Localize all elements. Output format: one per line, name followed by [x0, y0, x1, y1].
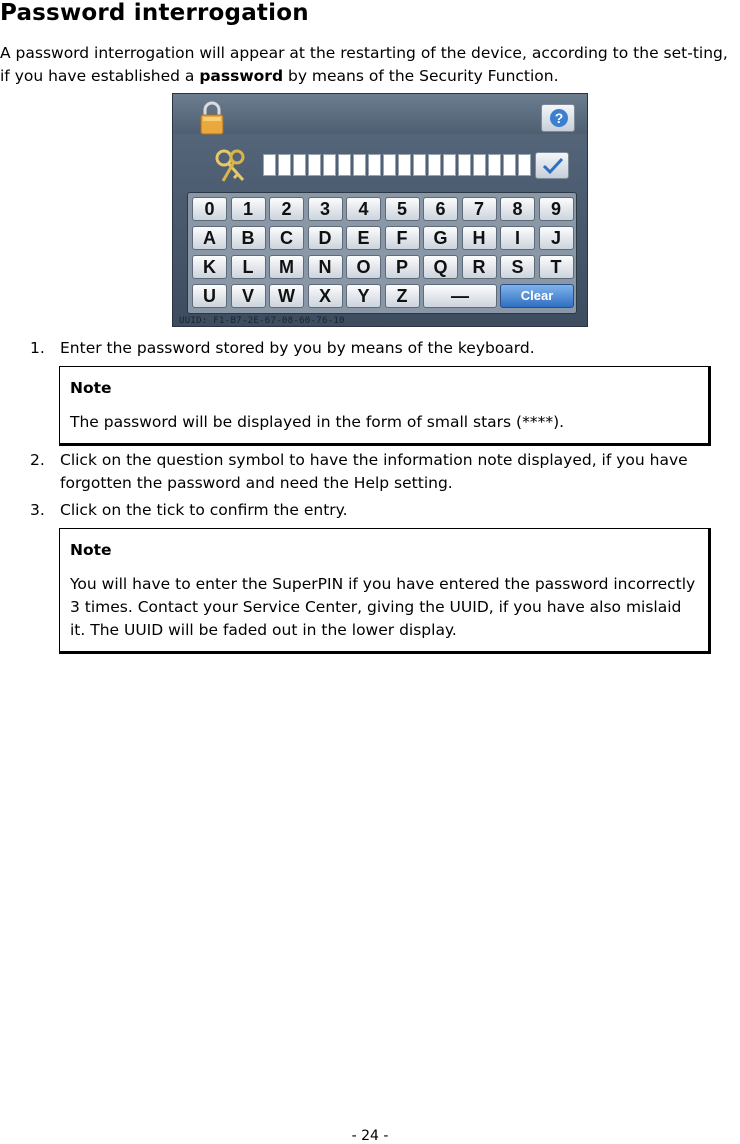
key-p[interactable]: P — [385, 255, 420, 279]
keys-icon — [213, 148, 251, 186]
uuid-readout: UUID: F1-B7-2E-67-08-60-76-10 — [179, 316, 345, 326]
key-o[interactable]: O — [346, 255, 381, 279]
key-q[interactable]: Q — [423, 255, 458, 279]
note-box — [59, 528, 711, 654]
svg-text:?: ? — [554, 110, 564, 126]
key-f[interactable]: F — [385, 226, 420, 250]
intro-bold-password: password — [199, 67, 284, 85]
key-2[interactable]: 2 — [269, 197, 304, 221]
step-number: 2. — [30, 451, 45, 469]
page-number: - 24 - — [351, 1128, 389, 1144]
key-7[interactable]: 7 — [462, 197, 497, 221]
note-text: You will have to enter the SuperPIN if you have entered the password incorrectly 3 times. Contact your Service Center, giving the UUID, if you have also mislaid it. The UUID will be faded out in the lower display. — [70, 575, 696, 639]
note-box — [59, 366, 711, 446]
clear-button[interactable]: Clear — [500, 284, 574, 308]
key-t[interactable]: T — [539, 255, 574, 279]
help-button[interactable] — [541, 104, 575, 132]
key-6[interactable]: 6 — [423, 197, 458, 221]
note-label: Note — [70, 379, 112, 397]
intro-text-before: A password interrogation will appear at the restarting of the device, according to the set-ting, if you have established a — [0, 44, 728, 85]
key-l[interactable]: L — [231, 255, 266, 279]
key-4[interactable]: 4 — [346, 197, 381, 221]
step-text: Click on the tick to confirm the entry. — [60, 501, 348, 519]
step-number: 1. — [30, 339, 45, 357]
key-a[interactable]: A — [192, 226, 227, 250]
key-s[interactable]: S — [500, 255, 535, 279]
password-screen-screenshot — [172, 93, 588, 327]
key-w[interactable]: W — [269, 284, 304, 308]
intro-text-after: by means of the Security Function. — [283, 67, 559, 85]
key-h[interactable]: H — [462, 226, 497, 250]
key-1[interactable]: 1 — [231, 197, 266, 221]
key-k[interactable]: K — [192, 255, 227, 279]
key-e[interactable]: E — [346, 226, 381, 250]
key-g[interactable]: G — [423, 226, 458, 250]
space-key[interactable]: — — [423, 284, 497, 308]
key-v[interactable]: V — [231, 284, 266, 308]
intro-paragraph — [0, 42, 740, 88]
key-y[interactable]: Y — [346, 284, 381, 308]
password-input[interactable] — [263, 154, 531, 176]
page-title: Password interrogation — [0, 0, 309, 26]
key-9[interactable]: 9 — [539, 197, 574, 221]
key-c[interactable]: C — [269, 226, 304, 250]
key-i[interactable]: I — [500, 226, 535, 250]
key-z[interactable]: Z — [385, 284, 420, 308]
key-n[interactable]: N — [308, 255, 343, 279]
step-number: 3. — [30, 501, 45, 519]
key-0[interactable]: 0 — [192, 197, 227, 221]
screen-top-bar — [173, 94, 587, 134]
padlock-icon — [199, 100, 225, 136]
key-r[interactable]: R — [462, 255, 497, 279]
key-u[interactable]: U — [192, 284, 227, 308]
question-icon — [549, 108, 569, 128]
key-b[interactable]: B — [231, 226, 266, 250]
tick-icon — [542, 157, 564, 175]
note-text: The password will be displayed in the form of small stars (****). — [70, 413, 565, 431]
key-d[interactable]: D — [308, 226, 343, 250]
key-5[interactable]: 5 — [385, 197, 420, 221]
key-j[interactable]: J — [539, 226, 574, 250]
key-x[interactable]: X — [308, 284, 343, 308]
onscreen-keyboard — [187, 192, 577, 314]
step-text: Enter the password stored by you by means of the keyboard. — [60, 339, 535, 357]
key-m[interactable]: M — [269, 255, 304, 279]
note-label: Note — [70, 541, 112, 559]
step-text: Click on the question symbol to have the information note displayed, if you have forgotten the password and need the Help setting. — [60, 451, 688, 492]
key-8[interactable]: 8 — [500, 197, 535, 221]
key-3[interactable]: 3 — [308, 197, 343, 221]
confirm-button[interactable] — [535, 152, 569, 179]
